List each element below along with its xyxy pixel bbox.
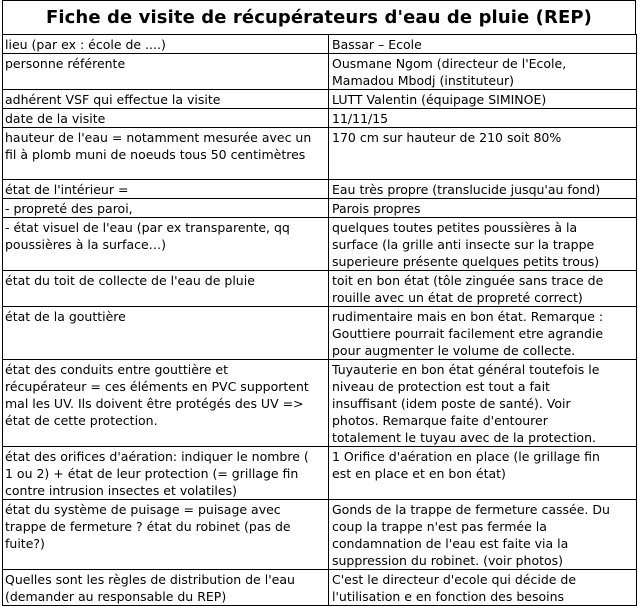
row-value: toit en bon état (tôle zinguée sans trace de rouille avec un état de propreté correct): [329, 271, 637, 307]
table-row: [3, 109, 637, 128]
row-value: Parois propres: [329, 199, 637, 218]
row-value: Tuyauterie en bon état général toutefois le niveau de protection est tout a fait insuffisant (idem poste de santé). Voir photos. Remarque faite d'entourer totalement le tuyau avec de la protection.: [329, 360, 637, 447]
row-value: Ousmane Ngom (directeur de l'Ecole, Mamadou Mbodj (instituteur): [329, 54, 637, 90]
table-row: [3, 180, 637, 199]
table-row: [3, 500, 637, 570]
row-value: 170 cm sur hauteur de 210 soit 80%: [329, 128, 637, 180]
table-row: [3, 570, 637, 606]
row-label: état du système de puisage = puisage avec trappe de fermeture ? état du robinet (pas de fuite?): [3, 500, 329, 570]
table-row: [3, 128, 637, 180]
row-value: 11/11/15: [329, 109, 637, 128]
table-row: [3, 307, 637, 360]
table-row: [3, 54, 637, 90]
form-title: Fiche de visite de récupérateurs d'eau de pluie (REP): [2, 0, 636, 34]
table-row: [3, 447, 637, 500]
row-label: état de la gouttière: [3, 307, 329, 360]
row-label: hauteur de l'eau = notamment mesurée avec un fil à plomb muni de noeuds tous 50 centimètres: [3, 128, 329, 180]
table-row: [3, 35, 637, 54]
visit-table: [2, 34, 637, 606]
table-row: [3, 90, 637, 109]
row-value: LUTT Valentin (équipage SIMINOE): [329, 90, 637, 109]
row-label: lieu (par ex : école de ....): [3, 35, 329, 54]
row-value: Bassar – Ecole: [329, 35, 637, 54]
table-row: [3, 218, 637, 271]
row-label: état de l'intérieur =: [3, 180, 329, 199]
row-value: Gonds de la trappe de fermeture cassée. Du coup la trappe n'est pas fermée la condamnation de l'eau est faite via la suppression du robinet. (voir photos): [329, 500, 637, 570]
row-label: état du toit de collecte de l'eau de pluie: [3, 271, 329, 307]
row-value: rudimentaire mais en bon état. Remarque : Gouttiere pourrait facilement etre agrandie pour augmenter le volume de collecte.: [329, 307, 637, 360]
row-label: adhérent VSF qui effectue la visite: [3, 90, 329, 109]
row-label: date de la visite: [3, 109, 329, 128]
row-value: quelques toutes petites poussières à la surface (la grille anti insecte sur la trappe superieure présente quelques petits trous): [329, 218, 637, 271]
row-label: - état visuel de l'eau (par ex transparente, qq poussières à la surface…): [3, 218, 329, 271]
row-value: 1 Orifice d'aération en place (le grillage fin est en place et en bon état): [329, 447, 637, 500]
row-value: C'est le directeur d'ecole qui décide de l'utilisation e en fonction des besoins: [329, 570, 637, 606]
visit-form: [2, 0, 636, 606]
table-row: [3, 271, 637, 307]
row-label: état des conduits entre gouttière et récupérateur = ces éléments en PVC supportent mal les UV. Ils doivent être protégés des UV => état de cette protection.: [3, 360, 329, 447]
row-label: Quelles sont les règles de distribution de l'eau (demander au responsable du REP): [3, 570, 329, 606]
row-label: - propreté des paroi,: [3, 199, 329, 218]
row-value: Eau très propre (translucide jusqu'au fond): [329, 180, 637, 199]
table-row: [3, 360, 637, 447]
table-row: [3, 199, 637, 218]
row-label: état des orifices d'aération: indiquer le nombre ( 1 ou 2) + état de leur protection (= grillage fin contre intrusion insectes et volatiles): [3, 447, 329, 500]
row-label: personne référente: [3, 54, 329, 90]
